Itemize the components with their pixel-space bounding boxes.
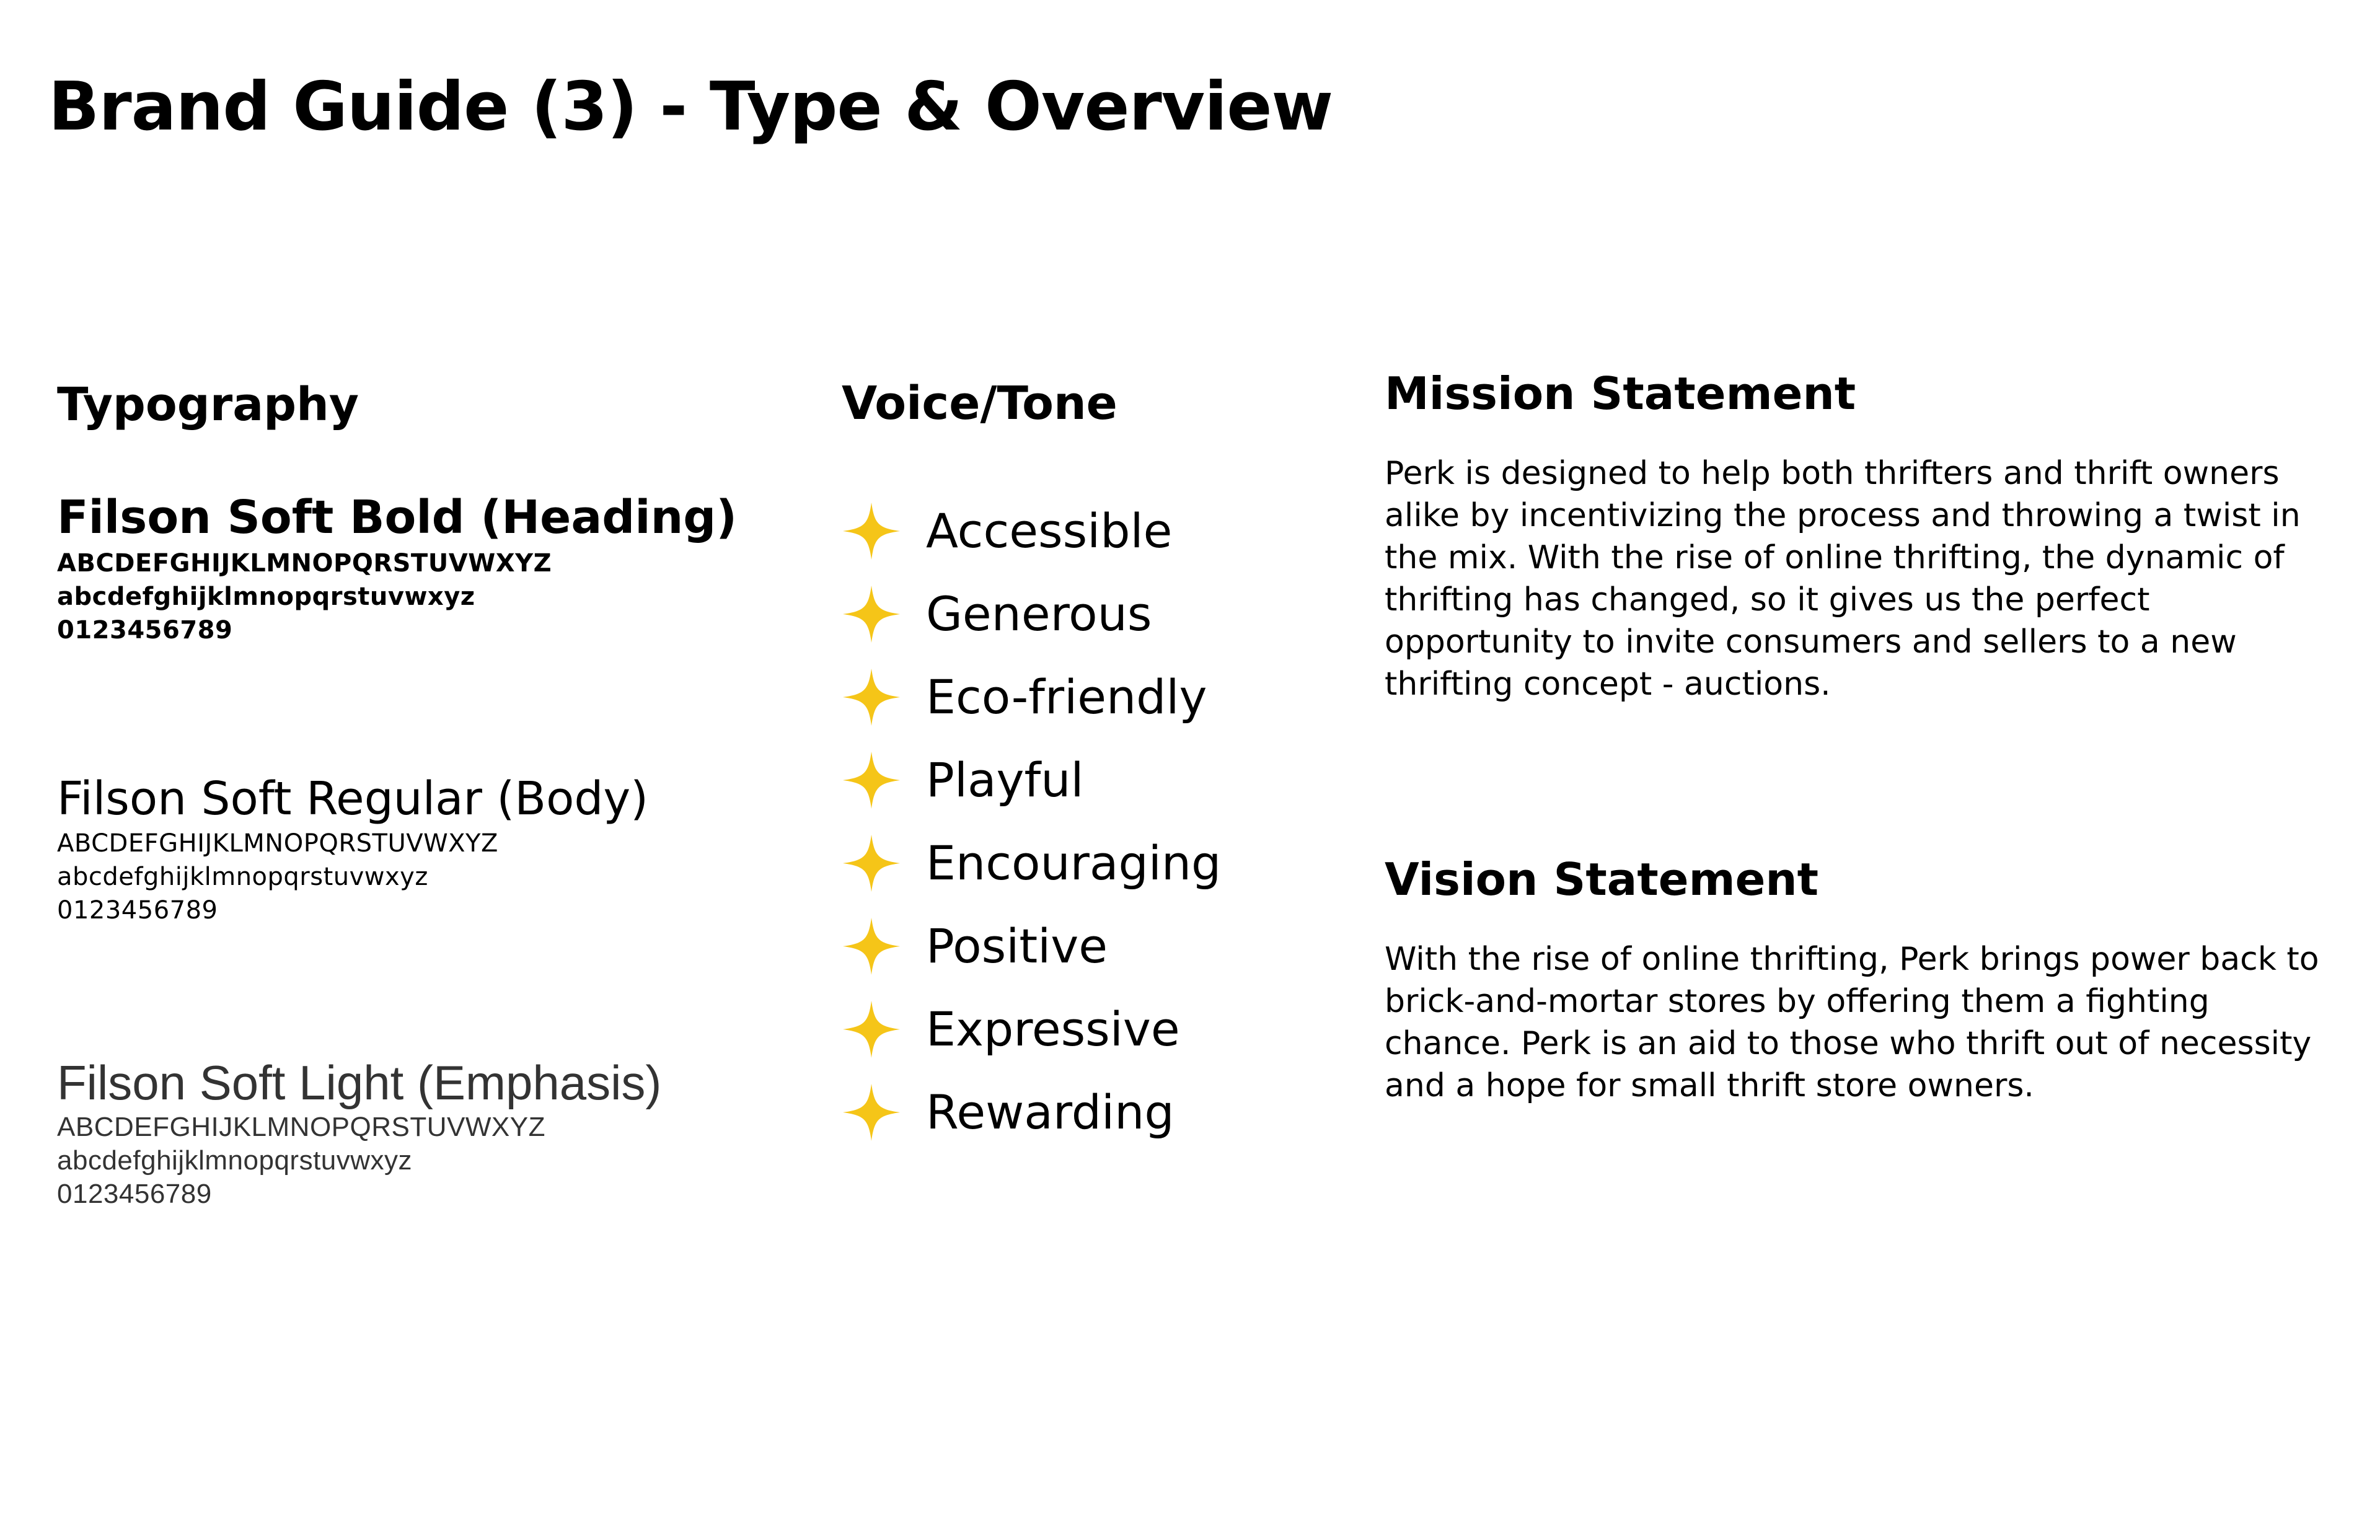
font-sample-light — [57, 1055, 661, 1211]
font-sample-digits: 0123456789 — [57, 616, 233, 645]
list-item — [842, 573, 1221, 656]
font-sample-lowercase: abcdefghijklmnopqrstuvwxyz — [57, 583, 475, 611]
font-sample-uppercase: ABCDEFGHIJKLMNOPQRSTUVWXYZ — [57, 829, 498, 858]
tone-label: Generous — [926, 586, 1152, 641]
list-item — [842, 905, 1221, 988]
font-sample-lowercase: abcdefghijklmnopqrstuvwxyz — [57, 863, 428, 891]
font-sample-uppercase: ABCDEFGHIJKLMNOPQRSTUVWXYZ — [57, 1112, 545, 1142]
font-sample-digits: 0123456789 — [57, 896, 218, 925]
vision-body: With the rise of online thrifting, Perk brings power back to brick-and-mortar stores by offering them a fighting chance. Perk is an aid to those who thrift out of necessity and a hope for small thrift store owners. — [1385, 941, 2319, 1104]
page-title: Brand Guide (3) - Type & Overview — [48, 68, 1333, 146]
list-item — [842, 822, 1221, 905]
font-sample-regular — [57, 771, 648, 927]
sparkle-icon — [842, 834, 901, 893]
tone-label: Playful — [926, 752, 1084, 807]
font-sample-name: Filson Soft Bold (Heading) — [57, 491, 738, 544]
sparkle-icon — [842, 667, 901, 727]
list-item — [842, 739, 1221, 822]
typography-heading: Typography — [57, 378, 359, 431]
sparkle-icon — [842, 750, 901, 810]
tone-label: Positive — [926, 918, 1108, 974]
sparkle-icon — [842, 917, 901, 976]
font-sample-name: Filson Soft Regular (Body) — [57, 772, 648, 825]
sparkle-icon — [842, 501, 901, 561]
voice-tone-heading: Voice/Tone — [842, 377, 1117, 430]
font-sample-bold — [57, 490, 737, 647]
sparkle-icon — [842, 584, 901, 644]
font-sample-name: Filson Soft Light (Emphasis) — [57, 1055, 662, 1110]
tone-label: Encouraging — [926, 835, 1222, 891]
font-sample-uppercase: ABCDEFGHIJKLMNOPQRSTUVWXYZ — [57, 549, 552, 578]
tone-label: Expressive — [926, 1001, 1180, 1057]
sparkle-icon — [842, 1083, 901, 1142]
tone-label: Accessible — [926, 503, 1173, 558]
list-item — [842, 656, 1221, 739]
list-item — [842, 1071, 1221, 1154]
sparkle-icon — [842, 1000, 901, 1059]
font-sample-digits: 0123456789 — [57, 1179, 212, 1209]
list-item — [842, 988, 1221, 1071]
font-sample-lowercase: abcdefghijklmnopqrstuvwxyz — [57, 1145, 413, 1176]
tone-label: Eco-friendly — [926, 669, 1207, 724]
voice-tone-list — [842, 490, 1221, 1154]
mission-heading: Mission Statement — [1385, 367, 1856, 420]
vision-heading: Vision Statement — [1385, 853, 1819, 905]
list-item — [842, 490, 1221, 573]
mission-body: Perk is designed to help both thrifters and thrift owners alike by incentivizing the process and throwing a twist in the mix. With the rise of online thrifting, the dynamic of thrifting has changed, so it gives us the perfect opportunity to invite consumers and sellers to a new thrifting concept - auctions. — [1385, 455, 2301, 703]
tone-label: Rewarding — [926, 1085, 1175, 1140]
